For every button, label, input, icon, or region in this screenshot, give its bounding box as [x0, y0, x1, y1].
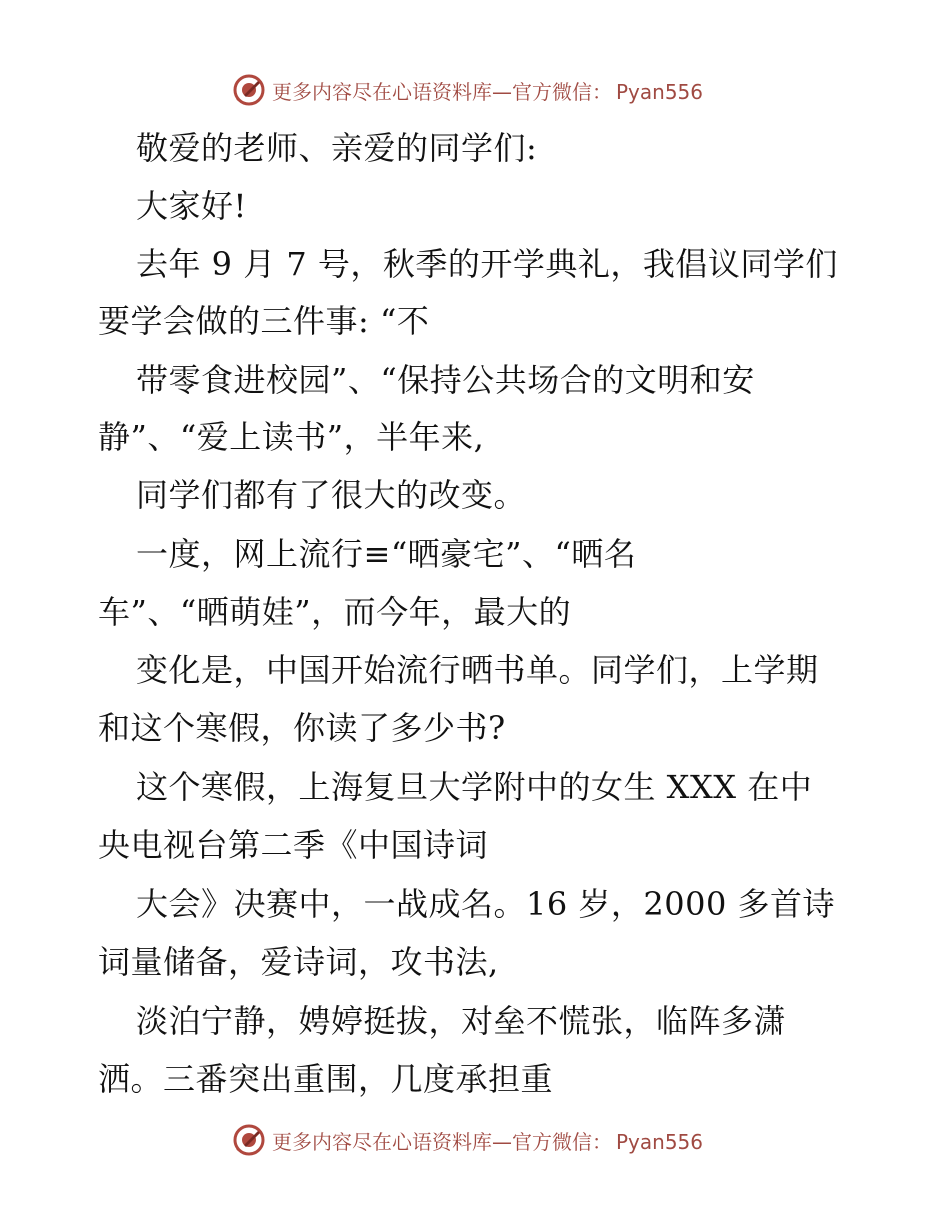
brand-logo-icon: [232, 73, 266, 107]
text-line: 带零食进校园”、“保持公共场合的文明和安: [136, 361, 755, 399]
text-line: 这个寒假，上海复旦大学附中的女生 XXX 在中: [136, 768, 813, 806]
brand-logo-icon: [232, 1123, 266, 1157]
header-watermark: [232, 72, 703, 108]
text-line: 一度，网上流行≡“晒豪宅”、“晒名: [136, 535, 637, 573]
text-line: 同学们都有了很大的改变。: [136, 476, 527, 514]
text-line: 淡泊宁静，娉婷挺拔，对垒不慌张，临阵多潇: [136, 1002, 787, 1040]
text-line: 和这个寒假，你读了多少书?: [98, 709, 506, 747]
watermark-handle: Pyan556: [616, 1129, 704, 1154]
text-line: 洒。三番突出重围，几度承担重: [98, 1060, 554, 1098]
text-line: 车”、“晒萌娃”，而今年，最大的: [98, 593, 572, 631]
watermark-text: 更多内容尽在心语资料库—官方微信：: [272, 79, 612, 104]
watermark-text: 更多内容尽在心语资料库—官方微信：: [272, 1129, 612, 1154]
footer-watermark: [232, 1122, 703, 1158]
text-line: 央电视台第二季《中国诗词: [98, 826, 489, 864]
text-line: 变化是，中国开始流行晒书单。同学们，上学期: [136, 651, 819, 689]
text-line: 去年 9 月 7 号，秋季的开学典礼，我倡议同学们: [136, 245, 838, 283]
watermark-handle: Pyan556: [616, 79, 704, 104]
text-line: 静”、“爱上读书”，半年来,: [98, 418, 485, 456]
text-line: 要学会做的三件事: “不: [98, 302, 430, 340]
text-line: 敬爱的老师、亲爱的同学们:: [136, 129, 538, 167]
text-line: 词量储备，爱诗词，攻书法,: [98, 943, 499, 981]
text-line: 大会》决赛中，一战成名。16 岁，2000 多首诗: [136, 885, 836, 923]
text-line: 大家好!: [136, 187, 247, 225]
